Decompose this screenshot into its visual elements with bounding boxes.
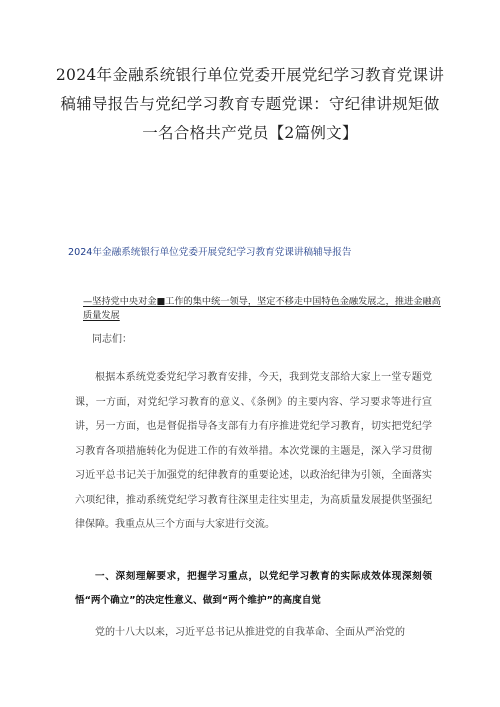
document-title: 2024年金融系统银行单位党委开展党纪学习教育党课讲稿辅导报告与党纪学习教育专题党课：守纪律讲规矩做一名合格共产党员【2篇例文】 — [55, 66, 445, 142]
paragraph-intro: 根据本系统党委党纪学习教育安排，今天，我到党支部给大家上一堂专题党课，一方面，对党纪学习教育的意义、《条例》的主要内容、学习要求等进行宣讲，另一方面，也是督促指导各支部有力有序推进党纪学习教育，切实把党纪学习教育各项措施转化为促进工作的有效举措。本次党课的主题是，深入学习贯彻习近平总书记关于加强党的纪律教育的重要论述，以政治纪律为引领，全面落实六项纪律，推动系统党纪学习教育往深里走往实里走，为高质量发展提供坚强纪律保障。我重点从三个方面与大家进行交流。 — [75, 372, 432, 530]
paragraph-continuation: 党的十八大以来，习近平总书记从推进党的自我革命、全面从严治党的 — [95, 627, 405, 638]
salutation: 同志们： — [92, 334, 132, 345]
heading-part-one: 一、深刻理解要求，把握学习重点，以党纪学习教育的实际成效体现深刻领悟“两个确立”的决定性意义、做到“两个维护”的高度自觉 — [75, 571, 432, 606]
section-heading: 2024年金融系统银行单位党委开展党纪学习教育党课讲稿辅导报告 — [68, 247, 352, 258]
subtitle: —坚持党中央对金■工作的集中统一领导，坚定不移走中国特色金融发展之，推进金融高质量发展 — [83, 296, 441, 321]
